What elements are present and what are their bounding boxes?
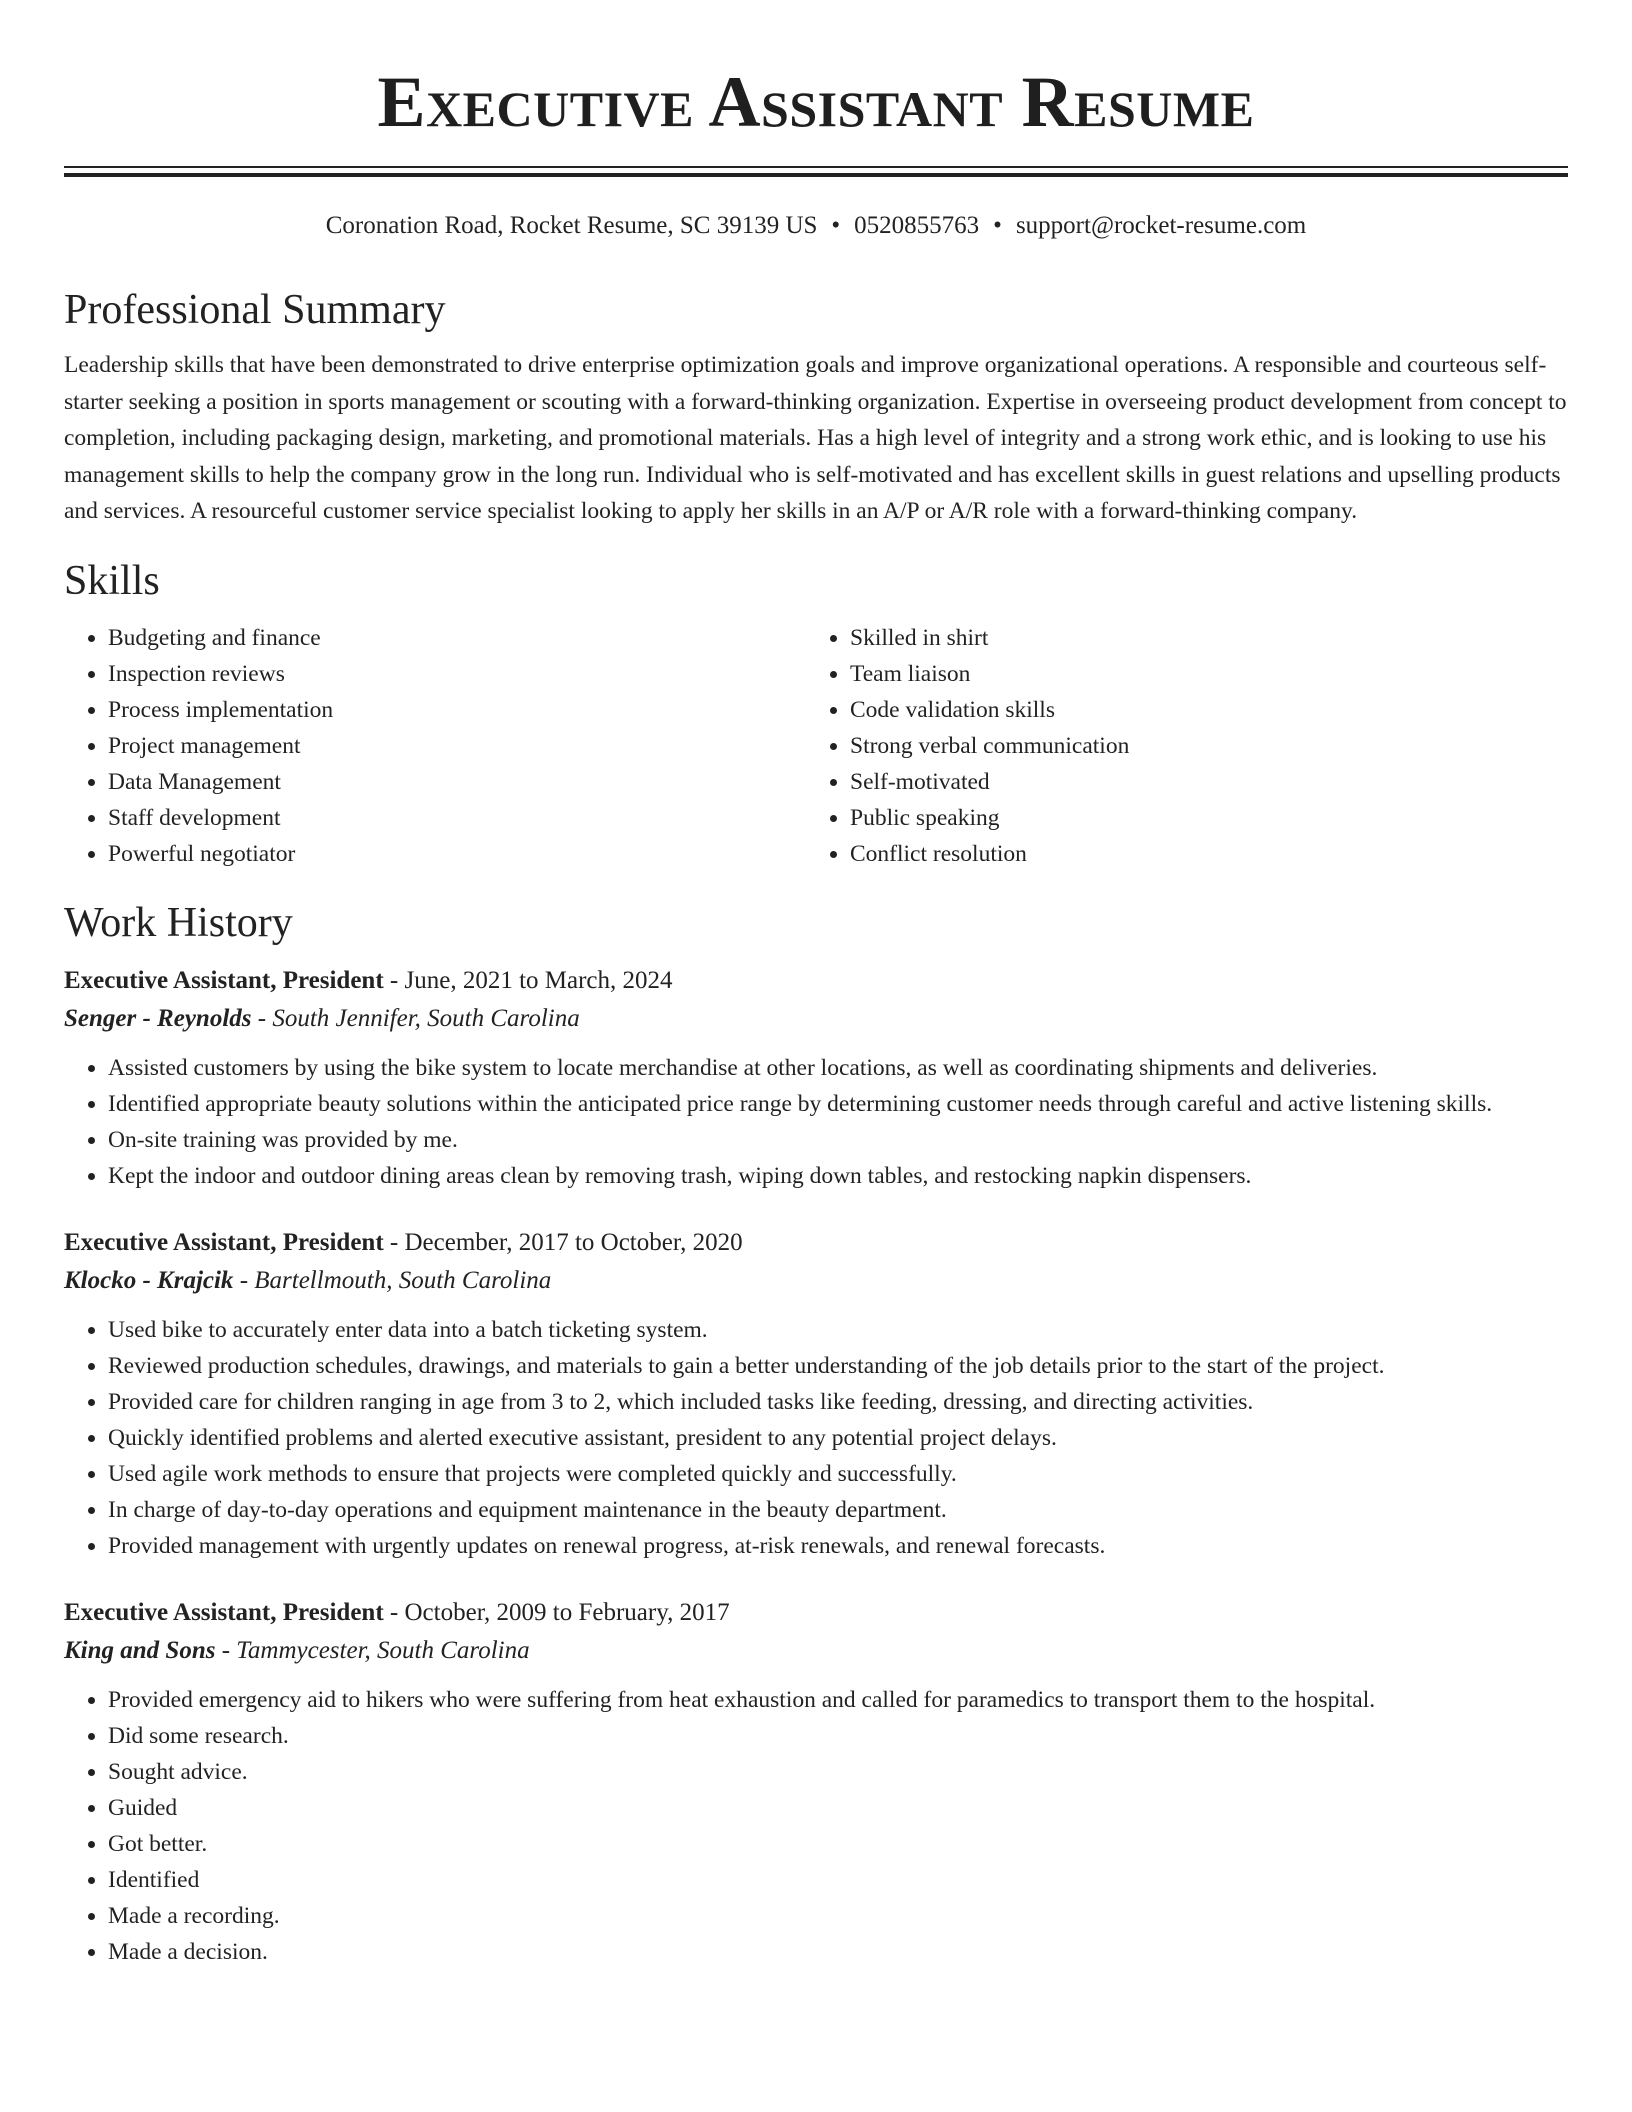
job-bullet: • Identified (108, 1862, 1568, 1898)
title-rule-thick (64, 173, 1568, 177)
skill-item: • Skilled in shirt (850, 620, 1548, 656)
skill-item: • Code validation skills (850, 692, 1548, 728)
skill-item: • Process implementation (108, 692, 806, 728)
skill-item: • Data Management (108, 764, 806, 800)
job-bullets (64, 1682, 1568, 1970)
job-bullet: • Identified appropriate beauty solutions within the anticipated price range by determining customer needs through careful and active listening skills. (108, 1086, 1568, 1122)
job-bullet: • In charge of day-to-day operations and equipment maintenance in the beauty department. (108, 1492, 1568, 1528)
skills-columns (64, 620, 1568, 872)
summary-text: Leadership skills that have been demonstrated to drive enterprise optimization goals and improve organizational operations. A responsible and courteous self-starter seeking a position in sports management or scouting with a forward-thinking organization. Expertise in overseeing product development from concept to completion, including packaging design, marketing, and promotional materials. Has a high level of integrity and a strong work ethic, and is looking to use his management skills to help the company grow in the long run. Individual who is self-motivated and has excellent skills in guest relations and upselling products and services. A resourceful customer service specialist looking to apply her skills in an A/P or A/R role with a forward-thinking company. (64, 352, 1567, 524)
skill-item: • Strong verbal communication (850, 728, 1548, 764)
work-history-heading: Work History (64, 899, 293, 946)
skill-item: • Inspection reviews (108, 656, 806, 692)
job-company-line (64, 1000, 1568, 1038)
job-title: Executive Assistant, President (64, 1228, 384, 1256)
skill-item: • Powerful negotiator (108, 836, 806, 872)
contact-line (64, 211, 1568, 241)
resume-title: Executive Assistant Resume (377, 62, 1255, 142)
job-title-line (64, 1594, 1568, 1632)
job-bullet: • Sought advice. (108, 1754, 1568, 1790)
job-bullet: • Kept the indoor and outdoor dining areas clean by removing trash, wiping down tables, and restocking napkin dispensers. (108, 1158, 1568, 1194)
job-company: Senger - Reynolds (64, 1004, 252, 1032)
skill-item: • Public speaking (850, 800, 1548, 836)
job-bullet: • Guided (108, 1790, 1568, 1826)
contact-separator: • (993, 212, 1002, 239)
job-bullet: • Provided emergency aid to hikers who were suffering from heat exhaustion and called for paramedics to transport them to the hospital. (108, 1682, 1568, 1718)
job-bullets (64, 1312, 1568, 1564)
job-dates: - December, 2017 to October, 2020 (383, 1228, 743, 1256)
title-rule-thin (64, 166, 1568, 168)
job-location: - South Jennifer, South Carolina (251, 1004, 580, 1032)
job-bullet: • Used agile work methods to ensure that projects were completed quickly and successfully. (108, 1456, 1568, 1492)
contact-separator: • (831, 212, 841, 239)
job-title-line (64, 1224, 1568, 1262)
job-company-line (64, 1262, 1568, 1300)
resume-page (64, 0, 1568, 1970)
skill-item: • Conflict resolution (850, 836, 1548, 872)
job-bullet: • Provided management with urgently updates on renewal progress, at-risk renewals, and renewal forecasts. (108, 1528, 1568, 1564)
job-location: - Tammycester, South Carolina (215, 1636, 530, 1664)
job-bullet: • Made a recording. (108, 1898, 1568, 1934)
skills-left-list (64, 620, 806, 872)
job-location: - Bartellmouth, South Carolina (233, 1266, 552, 1294)
skill-item: • Budgeting and finance (108, 620, 806, 656)
job-title: Executive Assistant, President (64, 1598, 384, 1626)
job-bullet: • Quickly identified problems and alerted executive assistant, president to any potential project delays. (108, 1420, 1568, 1456)
skill-item: • Team liaison (850, 656, 1548, 692)
summary-heading: Professional Summary (64, 287, 446, 333)
contact-phone: 0520855763 (854, 212, 980, 239)
job-company-line (64, 1632, 1568, 1670)
job-company: King and Sons (64, 1636, 216, 1664)
job-bullets (64, 1050, 1568, 1194)
job-bullet: • Provided care for children ranging in age from 3 to 2, which included tasks like feeding, dressing, and directing activities. (108, 1384, 1568, 1420)
skills-heading: Skills (64, 557, 160, 604)
job-entry (64, 1594, 1568, 1970)
skills-right-list (806, 620, 1548, 872)
job-bullet: • Did some research. (108, 1718, 1568, 1754)
job-bullet: • Assisted customers by using the bike system to locate merchandise at other locations, as well as coordinating shipments and deliveries. (108, 1050, 1568, 1086)
job-bullet: • Reviewed production schedules, drawings, and materials to gain a better understanding of the job details prior to the start of the project. (108, 1348, 1568, 1384)
skill-item: • Staff development (108, 800, 806, 836)
job-company: Klocko - Krajcik (64, 1266, 234, 1294)
job-bullet: • Got better. (108, 1826, 1568, 1862)
skill-item: • Self-motivated (850, 764, 1548, 800)
job-bullet: • Made a decision. (108, 1934, 1568, 1970)
skill-item: • Project management (108, 728, 806, 764)
job-dates: - June, 2021 to March, 2024 (383, 966, 673, 994)
job-entry (64, 1224, 1568, 1564)
job-bullet: • Used bike to accurately enter data into a batch ticketing system. (108, 1312, 1568, 1348)
job-dates: - October, 2009 to February, 2017 (383, 1598, 730, 1626)
job-title: Executive Assistant, President (64, 966, 384, 994)
job-bullet: • On-site training was provided by me. (108, 1122, 1568, 1158)
job-title-line (64, 962, 1568, 1000)
job-entry (64, 962, 1568, 1194)
contact-email: support@rocket-resume.com (1015, 212, 1307, 239)
contact-address: Coronation Road, Rocket Resume, SC 39139 US (325, 212, 818, 239)
